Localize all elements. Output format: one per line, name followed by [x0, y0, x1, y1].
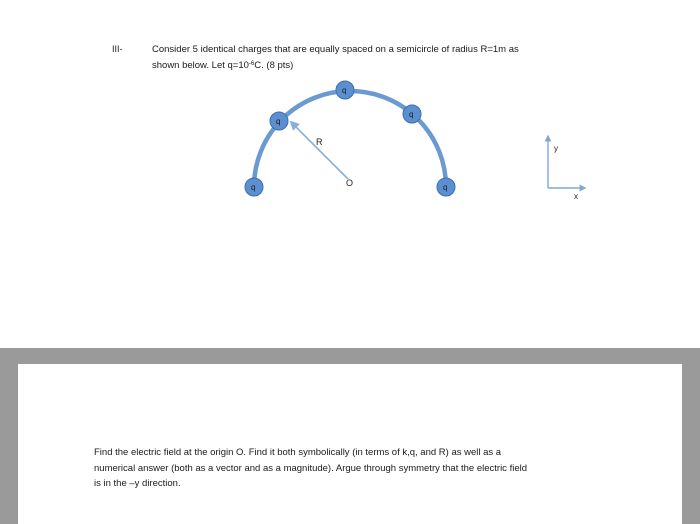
page-bottom — [18, 364, 682, 524]
problem-line-1: Consider 5 identical charges that are equally spaced on a semicircle of radius R=1m as — [152, 44, 519, 55]
charge-2 — [270, 112, 288, 130]
question-line-1: Find the electric field at the origin O. Find it both symbolically (in terms of k,q, and R) as well as a — [94, 447, 502, 458]
charge-1 — [245, 178, 263, 196]
axes-indicator — [548, 136, 585, 201]
page-margin-left — [0, 348, 18, 524]
y-axis-label: y — [554, 144, 558, 153]
charge-4 — [403, 105, 421, 123]
charge-4-label: q — [409, 110, 414, 119]
charge-2-label: q — [276, 117, 281, 126]
charge-3-label: q — [342, 86, 347, 95]
problem-number: III- — [112, 44, 123, 54]
charge-1-label: q — [251, 183, 256, 192]
x-axis-label: x — [574, 192, 578, 201]
page-divider — [0, 348, 700, 364]
question-text — [94, 445, 634, 492]
problem-line-2-prefix: shown below. Let q=10 — [152, 60, 249, 71]
radius-arrow — [291, 122, 348, 179]
problem-line-2-suffix: C. (8 pts) — [254, 60, 294, 71]
radius-label: R — [316, 137, 323, 147]
origin-label: O — [346, 178, 354, 188]
question-line-2: numerical answer (both as a vector and as a magnitude). Argue through symmetry that the electric field — [94, 462, 527, 474]
charge-5-label: q — [443, 183, 448, 192]
charge-3 — [336, 81, 354, 99]
page-margin-right — [682, 348, 700, 524]
semicircle-arc — [254, 91, 446, 187]
charge-exponent: -6 — [248, 61, 255, 67]
question-line-3: is in the –y direction. — [94, 478, 181, 489]
charge-5 — [437, 178, 455, 196]
